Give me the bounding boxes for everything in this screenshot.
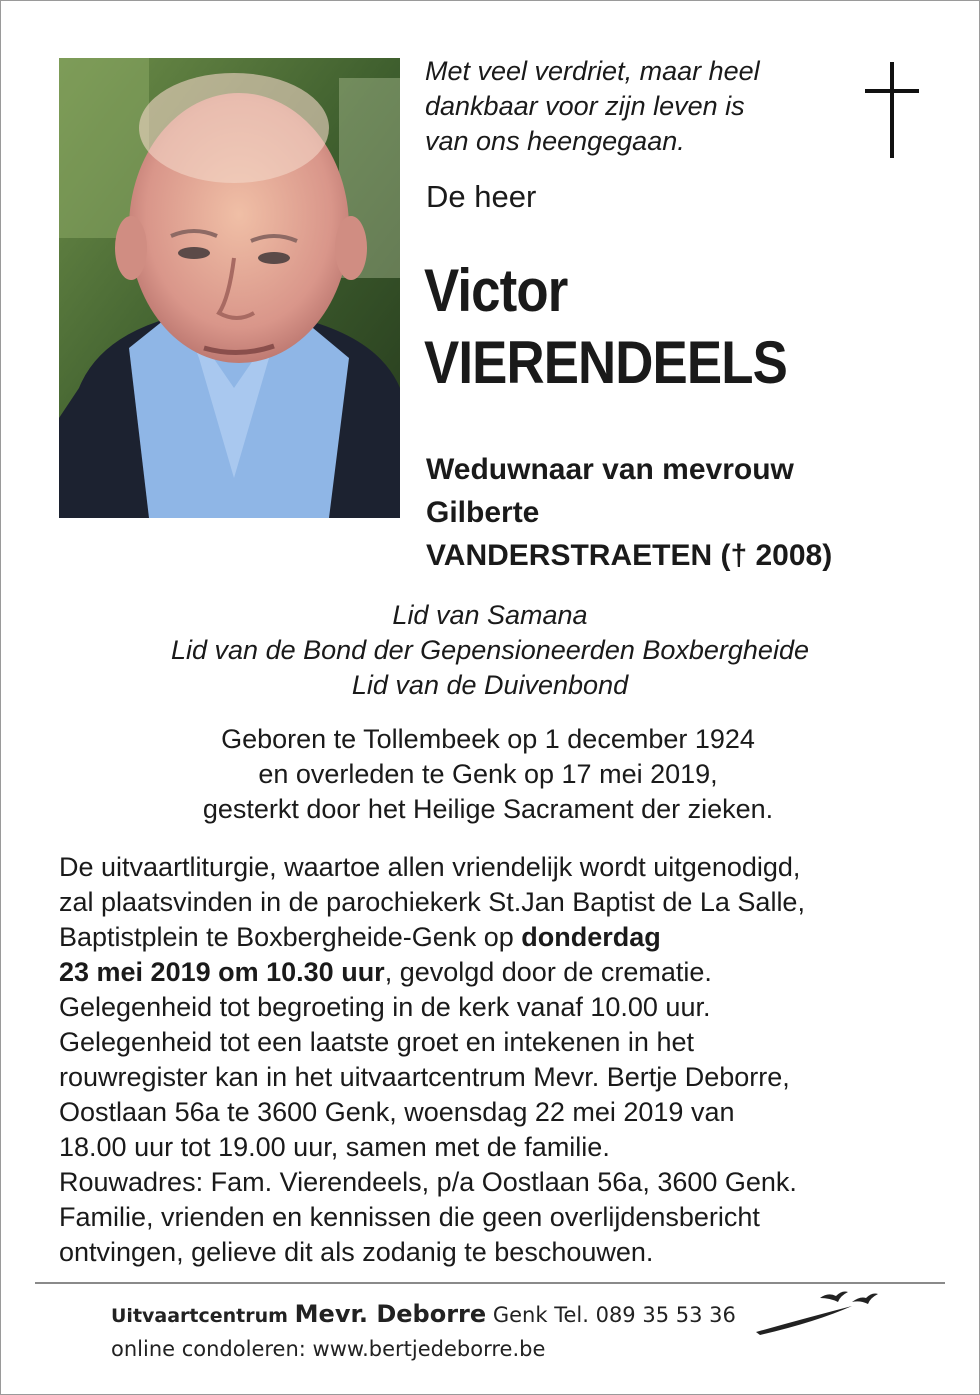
intro-text — [425, 54, 845, 159]
body-line: zal plaatsvinden in de parochiekerk St.Jan Baptist de La Salle, — [59, 887, 805, 917]
spouse-line: Gilberte — [426, 496, 540, 529]
body-line: Gelegenheid tot begroeting in de kerk vanaf 10.00 uur. — [59, 992, 711, 1022]
birth-line: gesterkt door het Heilige Sacrament der zieken. — [202, 794, 774, 824]
funeral-home-prefix: Uitvaartcentrum — [111, 1305, 288, 1327]
birth-line: en overleden te Genk op 17 mei 2019, — [258, 759, 718, 789]
funeral-home-phone: Tel. 089 35 53 36 — [554, 1303, 736, 1327]
body-line — [59, 920, 939, 955]
birth-death-info — [0, 722, 976, 827]
spouse-line: VANDERSTRAETEN († 2008) — [426, 539, 833, 572]
body-line: De uitvaartliturgie, waartoe allen vriendelijk wordt uitgenodigd, — [59, 852, 801, 882]
cross-icon — [862, 62, 922, 160]
service-datetime: 23 mei 2019 om 10.30 uur — [59, 957, 385, 987]
intro-line: Met veel verdriet, maar heel — [425, 56, 760, 86]
body-line-text: , gevolgd door de crematie. — [384, 957, 712, 987]
body-line: Oostlaan 56a te 3600 Genk, woensdag 22 mei 2019 van — [59, 1097, 735, 1127]
portrait-photo — [59, 58, 400, 518]
body-line-text: Baptistplein te Boxbergheide-Genk op — [59, 922, 522, 952]
first-name: Victor — [424, 257, 568, 324]
funeral-home-name: Mevr. Deborre — [294, 1300, 487, 1328]
spouse-info — [426, 448, 832, 577]
body-line: rouwregister kan in het uitvaartcentrum Mevr. Bertje Deborre, — [59, 1062, 790, 1092]
funeral-home-city: Genk — [492, 1303, 548, 1327]
online-condolence[interactable]: online condoleren: www.bertjedeborre.be — [111, 1337, 546, 1361]
membership-item: Lid van Samana — [392, 600, 588, 630]
funeral-home-line — [111, 1297, 736, 1333]
deceased-name — [424, 255, 787, 399]
body-line: Rouwadres: Fam. Vierendeels, p/a Oostlaan 56a, 3600 Genk. — [59, 1167, 797, 1197]
membership-item: Lid van de Bond der Gepensioneerden Boxbergheide — [171, 635, 809, 665]
membership-item: Lid van de Duivenbond — [351, 670, 629, 700]
funeral-details — [59, 850, 939, 1270]
body-line: Familie, vrienden en kennissen die geen overlijdensbericht — [59, 1202, 760, 1232]
birth-line: Geboren te Tollembeek op 1 december 1924 — [221, 724, 755, 754]
body-line: 18.00 uur tot 19.00 uur, samen met de familie. — [59, 1132, 610, 1162]
intro-line: dankbaar voor zijn leven is — [425, 91, 745, 121]
memberships — [0, 598, 980, 703]
body-line — [59, 955, 939, 990]
footer-divider — [35, 1282, 945, 1284]
body-line: Gelegenheid tot een laatste groet en intekenen in het — [59, 1027, 694, 1057]
spouse-line: Weduwnaar van mevrouw — [426, 453, 794, 486]
birds-logo-icon — [756, 1288, 880, 1336]
body-line: ontvingen, gelieve dit als zodanig te beschouwen. — [59, 1237, 654, 1267]
intro-line: van ons heengegaan. — [425, 126, 685, 156]
last-name: VIERENDEELS — [424, 329, 787, 396]
service-day: donderdag — [521, 922, 661, 952]
honorific: De heer — [426, 179, 537, 214]
